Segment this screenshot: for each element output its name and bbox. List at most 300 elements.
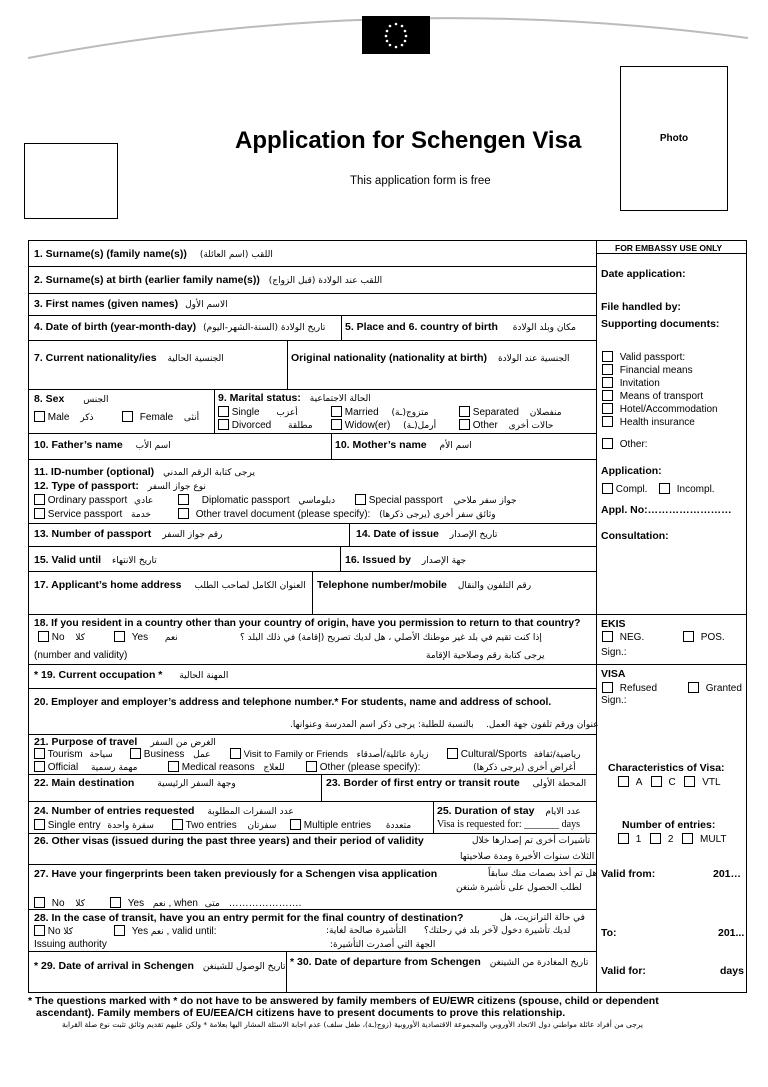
stamp-box [24, 143, 118, 219]
entries-mult-checkbox[interactable] [682, 833, 693, 844]
female-checkbox[interactable] [122, 411, 133, 422]
rule [28, 293, 596, 294]
ordinary-arabic: عادي [134, 496, 154, 506]
field-23-arabic: المحطة الأولى [532, 779, 587, 789]
transit-yes-checkbox[interactable] [114, 925, 125, 936]
field-9-label: 9. Marital status: [218, 392, 301, 404]
field-16[interactable] [345, 554, 466, 566]
single-entry-label: Single entry [47, 820, 101, 831]
mother-label: 10. Mother’s name [335, 439, 427, 451]
residence-no-label: No [51, 632, 65, 643]
fingerprints-yes-arabic: نعم [152, 899, 166, 909]
field-2-arabic: اللقب عند الولادة (قبل الزواج) [268, 276, 383, 286]
field-3[interactable] [34, 298, 228, 310]
passport-ordinary[interactable] [34, 494, 153, 506]
field-21-label: 21. Purpose of travel [34, 736, 138, 748]
doc-invitation[interactable] [602, 377, 660, 389]
residence-yes-arabic: نعم [164, 633, 178, 643]
doc-label: Means of transport [619, 391, 704, 402]
ordinary-label: Ordinary passport [47, 495, 128, 506]
sex-male-option[interactable] [34, 411, 94, 423]
field-9 [218, 392, 371, 404]
field-25 [437, 805, 581, 817]
pos-label: POS. [700, 632, 725, 643]
diplomatic-arabic: دبلوماسي [298, 496, 336, 506]
field-17-telephone[interactable] [317, 579, 531, 591]
marital-married[interactable] [331, 406, 429, 418]
rule [214, 389, 215, 433]
purpose-medical[interactable] [168, 761, 285, 773]
entries-1-label: 1 [635, 834, 642, 845]
field-25-request[interactable]: Visa is requested for: _______ days [437, 819, 580, 830]
marital-other-arabic: حالات أخرى [508, 421, 554, 431]
telephone-arabic: رقم التلفون والنقال [457, 581, 532, 591]
field-27-arabic-1: هل تم أخذ بصمات منك سابقاً [488, 869, 598, 879]
char-options[interactable] [618, 776, 721, 788]
purpose-business[interactable] [130, 748, 211, 760]
ekis-pos[interactable] [683, 631, 725, 643]
transit-yes-arabic: نعم [150, 927, 164, 937]
valid-for-label[interactable]: Valid for: [601, 965, 646, 977]
two-entries-arabic: سفرتان [247, 821, 277, 831]
rule [433, 801, 434, 833]
marital-single[interactable] [218, 406, 298, 418]
business-checkbox[interactable] [130, 748, 141, 759]
field-14-arabic: تاريخ الإصدار [449, 530, 498, 540]
service-label: Service passport [47, 509, 123, 520]
divorced-arabic: مطلقة [288, 421, 313, 431]
field-29-label: * 29. Date of arrival in Schengen [34, 960, 194, 972]
field-17[interactable] [34, 579, 306, 591]
field-11-label: 11. ID-number (optional) [34, 466, 155, 478]
field-13-arabic: رقم جواز السفر [162, 530, 223, 540]
male-label: Male [47, 412, 70, 423]
doc-checkbox[interactable] [602, 377, 613, 388]
father-label: 10. Father’s name [34, 439, 123, 451]
transit-valid-arabic: التأشيرة صالحة لغاية: [326, 926, 407, 936]
field-15-arabic: تاريخ الانتهاء [112, 556, 157, 566]
doc-label: Hotel/Accommodation [619, 404, 718, 415]
field-18-yes[interactable] [114, 631, 178, 643]
field-7[interactable] [34, 352, 224, 364]
purpose-other-checkbox[interactable] [306, 761, 317, 772]
field-21-arabic: الغرض من السفر [150, 738, 216, 748]
rule [28, 801, 596, 802]
doc-other-checkbox[interactable] [602, 438, 613, 449]
char-vtl-checkbox[interactable] [684, 776, 695, 787]
field-12 [34, 480, 206, 492]
valid-from-label[interactable]: Valid from: [601, 868, 656, 880]
married-arabic: متزوج(ـة) [391, 408, 429, 418]
rule [28, 315, 596, 316]
diplomatic-label: Diplomatic passport [201, 495, 290, 506]
rule [28, 774, 596, 775]
rule [340, 546, 341, 571]
field-12-label: 12. Type of passport: [34, 480, 139, 492]
photo-box[interactable] [620, 66, 728, 211]
application-incompl[interactable] [659, 483, 715, 495]
visa-refused[interactable] [602, 682, 657, 694]
purpose-visit[interactable] [230, 748, 428, 760]
visit-arabic: زيارة عائلية/أصدقاء [356, 750, 429, 760]
field-5[interactable] [345, 321, 576, 333]
fingerprints-no-label: No [51, 898, 65, 909]
passport-special[interactable] [355, 494, 517, 506]
passport-other-checkbox[interactable] [178, 508, 189, 519]
visa-sign[interactable]: Sign.: [601, 695, 627, 706]
char-c-label: C [668, 777, 676, 788]
residence-yes-label: Yes [131, 632, 149, 643]
field-1[interactable] [34, 248, 273, 260]
divorced-checkbox[interactable] [218, 419, 229, 430]
cultural-checkbox[interactable] [447, 748, 458, 759]
single-entry-checkbox[interactable] [34, 819, 45, 830]
incompl-checkbox[interactable] [659, 483, 670, 494]
two-entries-checkbox[interactable] [172, 819, 183, 830]
field-8 [34, 393, 109, 405]
service-checkbox[interactable] [34, 508, 45, 519]
marital-other[interactable] [459, 419, 553, 431]
entries-multiple[interactable] [290, 819, 411, 831]
eu-flag-icon [362, 16, 430, 54]
passport-other-label: Other travel document (please specify): [195, 509, 371, 520]
field-7-original[interactable] [291, 352, 570, 364]
fingerprints-yes-checkbox[interactable] [110, 897, 121, 908]
ekis-sign[interactable]: Sign.: [601, 647, 627, 658]
single-checkbox[interactable] [218, 406, 229, 417]
ordinary-checkbox[interactable] [34, 494, 45, 505]
fingerprints-when-label: , when [168, 898, 198, 909]
transit-no[interactable] [34, 925, 73, 937]
visit-checkbox[interactable] [230, 748, 241, 759]
purpose-other[interactable] [306, 761, 576, 773]
rule [28, 951, 596, 952]
field-18-validity-arabic: يرجى كتابة رقم وصلاحية الإقامة [426, 651, 545, 661]
widow-arabic: أرمل(ـة) [403, 421, 437, 431]
field-24 [34, 805, 294, 817]
field-4-label: 4. Date of birth (year-month-day) [34, 321, 197, 333]
separated-arabic: منفصلان [529, 408, 562, 418]
field-23[interactable] [326, 777, 586, 789]
char-vtl-label: VTL [702, 777, 721, 788]
field-19-arabic: المهنة الحالية [179, 671, 229, 681]
field-7-label: 7. Current nationality/ies [34, 352, 157, 364]
transit-valid-label: , valid until: [166, 926, 217, 937]
ekis-neg[interactable] [602, 631, 644, 643]
field-18-validity[interactable]: (number and validity) [34, 650, 128, 661]
pos-checkbox[interactable] [683, 631, 694, 642]
female-arabic: أنثى [183, 413, 200, 423]
field-29-arabic: تاريخ الوصول للشينغن [202, 962, 286, 972]
field-16-arabic: جهة الإصدار [421, 556, 467, 566]
field-15-label: 15. Valid until [34, 554, 102, 566]
doc-passport[interactable] [602, 351, 685, 363]
rule [28, 664, 596, 665]
refused-checkbox[interactable] [602, 682, 613, 693]
field-26-arabic-1: تأشيرات أخرى تم إصدارها خلال [472, 836, 591, 846]
field-21 [34, 736, 216, 748]
field-22-arabic: وجهة السفر الرئيسية [157, 779, 236, 789]
field-10-father[interactable] [34, 439, 171, 451]
special-label: Special passport [368, 495, 443, 506]
field-18-no[interactable] [38, 631, 85, 643]
rule [28, 459, 596, 460]
compl-checkbox[interactable] [602, 483, 613, 494]
visa-granted[interactable] [688, 682, 742, 694]
field-18-label: 18. If you resident in a country other than your country of origin, have you permission to return to that country? [34, 618, 581, 629]
doc-checkbox[interactable] [602, 403, 613, 414]
incompl-label: Incompl. [676, 484, 715, 495]
rule [28, 864, 596, 865]
field-5-arabic: مكان وبلد الولادة [512, 323, 576, 333]
male-arabic: ذكر [80, 413, 94, 423]
purpose-other-label: Other (please specify): [319, 762, 421, 773]
tourism-checkbox[interactable] [34, 748, 45, 759]
visa-label: VISA [601, 668, 626, 680]
field-28-label: 28. In the case of transit, have you an entry permit for the final country of destination? [34, 912, 464, 924]
transit-no-arabic: كلا [63, 927, 74, 937]
field-1-arabic: اللقب (اسم العائلة) [199, 250, 273, 260]
field-8-arabic: الجنس [83, 395, 109, 405]
residence-no-arabic: كلا [75, 633, 86, 643]
doc-label: Invitation [619, 378, 660, 389]
field-17-arabic: العنوان الكامل لصاحب الطلب [194, 581, 306, 591]
field-14[interactable] [356, 528, 497, 540]
neg-checkbox[interactable] [602, 631, 613, 642]
purpose-other-arabic: أغراض أخرى (يرجى ذكرها) [473, 763, 576, 773]
passport-diplomatic[interactable] [178, 494, 335, 506]
transit-no-label: No [47, 926, 61, 937]
transit-no-checkbox[interactable] [34, 925, 45, 936]
char-c-checkbox[interactable] [651, 776, 662, 787]
application-compl[interactable] [602, 483, 647, 495]
doc-other[interactable] [602, 438, 648, 450]
field-15[interactable] [34, 554, 157, 566]
doc-hotel[interactable] [602, 403, 718, 415]
rule [349, 523, 350, 546]
field-19[interactable] [34, 669, 228, 681]
granted-label: Granted [705, 683, 742, 694]
field-29[interactable] [34, 960, 286, 972]
rule [28, 266, 596, 267]
doc-checkbox[interactable] [602, 416, 613, 427]
medical-label: Medical reasons [181, 762, 255, 773]
transit-yes[interactable] [114, 925, 217, 937]
field-30-arabic: تاريخ المغادرة من الشينغن [489, 958, 589, 968]
tourism-arabic: سياحة [89, 750, 113, 760]
field-26-arabic-2: الثلاث سنوات الأخيرة ومدة صلاحيتها [460, 852, 595, 862]
single-arabic: أعزب [276, 408, 298, 418]
service-arabic: خدمة [131, 510, 151, 520]
doc-transport[interactable] [602, 390, 703, 402]
marital-widow[interactable] [331, 419, 436, 431]
rule [28, 546, 596, 547]
field-12-arabic: نوع جواز السفر [147, 482, 206, 492]
doc-checkbox[interactable] [602, 351, 613, 362]
doc-label: Health insurance [619, 417, 695, 428]
rule [28, 614, 596, 615]
footer-arabic: يرجى من أفراد عائلة مواطني دول الاتحاد الأوروبي والمجموعة الاقتصادية الأوروبية (زوج(ـة)، طفل سلف) عدم اجابة الاسئلة المشار اليها بعلامة * ولكن عليهم تقديم وثائق تثبت نوع صلة القرابة [62, 1020, 643, 1029]
male-checkbox[interactable] [34, 411, 45, 422]
fingerprints-when-input[interactable]: …………………. [228, 898, 302, 909]
diplomatic-checkbox[interactable] [178, 494, 189, 505]
purpose-cultural[interactable] [447, 748, 580, 760]
field-3-arabic: الاسم الأول [185, 300, 228, 310]
to-label[interactable]: To: [601, 927, 617, 939]
field-17-label: 17. Applicant’s home address [34, 579, 182, 591]
field-4-arabic: تاريخ الولادة (السنة-الشهر-اليوم) [203, 323, 326, 333]
supporting-docs: Supporting documents: [601, 318, 720, 330]
doc-label: Financial means [619, 365, 693, 376]
rule [28, 523, 596, 524]
ekis-label: EKIS [601, 618, 626, 630]
cultural-label: Cultural/Sports [460, 749, 527, 760]
embassy-divider [596, 240, 597, 993]
rule [28, 833, 596, 834]
purpose-tourism[interactable] [34, 748, 113, 760]
medical-arabic: للعلاج [263, 763, 285, 773]
marital-other-checkbox[interactable] [459, 419, 470, 430]
granted-checkbox[interactable] [688, 682, 699, 693]
date-application[interactable]: Date application: [601, 268, 686, 280]
field-4[interactable] [34, 321, 325, 333]
to-year: 201... [718, 927, 745, 939]
field-5-label: 5. Place and 6. country of birth [345, 321, 498, 333]
rule [28, 909, 596, 910]
field-1-label: 1. Surname(s) (family name(s)) [34, 248, 187, 260]
official-checkbox[interactable] [34, 761, 45, 772]
transit-authority-arabic: الجهة التي أصدرت التأشيرة: [330, 940, 436, 950]
passport-other[interactable] [178, 508, 496, 520]
transit-authority[interactable]: Issuing authority [34, 939, 107, 950]
rule [286, 951, 287, 993]
rule [312, 571, 313, 614]
entries-two[interactable] [172, 819, 276, 831]
widow-label: Widow(er) [344, 420, 391, 431]
special-checkbox[interactable] [355, 494, 366, 505]
compl-label: Compl. [615, 484, 648, 495]
rule [28, 433, 596, 434]
residence-no-checkbox[interactable] [38, 631, 49, 642]
field-2[interactable] [34, 274, 382, 286]
rule [28, 340, 596, 341]
fingerprints-yes-label: Yes [127, 898, 145, 909]
entries-single[interactable] [34, 819, 154, 831]
fingerprints-no-arabic: كلا [75, 899, 86, 909]
single-label: Single [231, 407, 260, 418]
doc-label: Valid passport: [619, 352, 686, 363]
separated-checkbox[interactable] [459, 406, 470, 417]
rule [28, 688, 596, 689]
rule [321, 774, 322, 801]
field-10-mother[interactable] [335, 439, 472, 451]
cultural-arabic: رياضية/ثقافة [533, 750, 581, 760]
field-25-label: 25. Duration of stay [437, 805, 535, 817]
field-14-label: 14. Date of issue [356, 528, 439, 540]
passport-service[interactable] [34, 508, 151, 520]
field-11-arabic: يرجى كتابة الرقم المدني [163, 468, 255, 478]
telephone-label: Telephone number/mobile [317, 579, 447, 591]
field-13[interactable] [34, 528, 222, 540]
field-26-label[interactable]: 26. Other visas (issued during the past three years) and their period of validity [34, 835, 424, 847]
file-handled[interactable]: File handled by: [601, 301, 681, 313]
entries-1-checkbox[interactable] [618, 833, 629, 844]
fingerprints-yes[interactable] [110, 897, 301, 909]
valid-for-days: days [720, 965, 744, 977]
married-checkbox[interactable] [331, 406, 342, 417]
entries-mult-label: MULT [700, 834, 727, 845]
marital-other-label: Other [472, 420, 498, 431]
separated-label: Separated [472, 407, 519, 418]
field-22[interactable] [34, 777, 236, 789]
divorced-label: Divorced [231, 420, 272, 431]
num-entries-label: Number of entries: [622, 819, 716, 831]
doc-health[interactable] [602, 416, 695, 428]
consultation[interactable]: Consultation: [601, 530, 669, 542]
char-a-checkbox[interactable] [618, 776, 629, 787]
mother-arabic: اسم الأم [439, 441, 472, 451]
fingerprints-no[interactable] [34, 897, 85, 909]
sex-female-option[interactable] [122, 411, 199, 423]
widow-checkbox[interactable] [331, 419, 342, 430]
rule [596, 253, 747, 254]
field-19-label: * 19. Current occupation * [34, 669, 163, 681]
marital-separated[interactable] [459, 406, 562, 418]
doc-checkbox[interactable] [602, 390, 613, 401]
field-25-arabic: عدد الايام [545, 807, 581, 817]
appl-no[interactable]: Appl. No:…………………… [601, 504, 732, 516]
married-label: Married [344, 407, 379, 418]
passport-other-arabic: وثائق سفر أخرى (يرجى ذكرها) [379, 510, 496, 520]
field-24-arabic: عدد السفرات المطلوبة [207, 807, 294, 817]
field-22-label: 22. Main destination [34, 777, 135, 789]
field-11[interactable] [34, 466, 255, 478]
field-30-label: * 30. Date of departure from Schengen [290, 956, 481, 968]
father-arabic: اسم الأب [135, 441, 171, 451]
multiple-entries-checkbox[interactable] [290, 819, 301, 830]
footer-note-2: ascendant). Family members of EU/EEA/CH citizens have to present documents to prove this relationship. [36, 1007, 566, 1019]
num-entries-options[interactable] [618, 833, 727, 845]
residence-yes-checkbox[interactable] [114, 631, 125, 642]
entries-2-checkbox[interactable] [650, 833, 661, 844]
field-28-arabic-1: في حالة الترانزيت، هل [500, 913, 585, 923]
field-20-arabic-1: عنوان ورقم تلفون جهة العمل. [486, 720, 599, 730]
field-8-label: 8. Sex [34, 393, 65, 405]
rule [341, 315, 342, 340]
valid-from-year: 201… [713, 868, 742, 880]
marital-divorced[interactable] [218, 419, 313, 431]
doc-other-label: Other: [619, 439, 648, 450]
neg-label: NEG. [619, 632, 645, 643]
page-title: Application for Schengen Visa [235, 127, 582, 154]
medical-checkbox[interactable] [168, 761, 179, 772]
transit-yes-label: Yes [131, 926, 149, 937]
field-20-label[interactable]: 20. Employer and employer’s address and telephone number.* For students, name and address of school. [34, 697, 552, 708]
official-arabic: مهمة رسمية [90, 763, 138, 773]
char-a-label: A [635, 777, 642, 788]
rule [596, 664, 747, 665]
rule [331, 433, 332, 459]
rule [596, 614, 747, 615]
field-18-arabic: إذا كنت تقيم في بلد غير موطنك الأصلي ، هل لديك تصريح (إقامة) في ذلك البلد ؟ [240, 633, 542, 643]
fingerprints-no-checkbox[interactable] [34, 897, 45, 908]
field-30[interactable] [290, 956, 588, 968]
multiple-entries-arabic: متعددة [385, 821, 412, 831]
doc-checkbox[interactable] [602, 364, 613, 375]
rule [287, 340, 288, 389]
purpose-official[interactable] [34, 761, 137, 773]
doc-financial[interactable] [602, 364, 693, 376]
